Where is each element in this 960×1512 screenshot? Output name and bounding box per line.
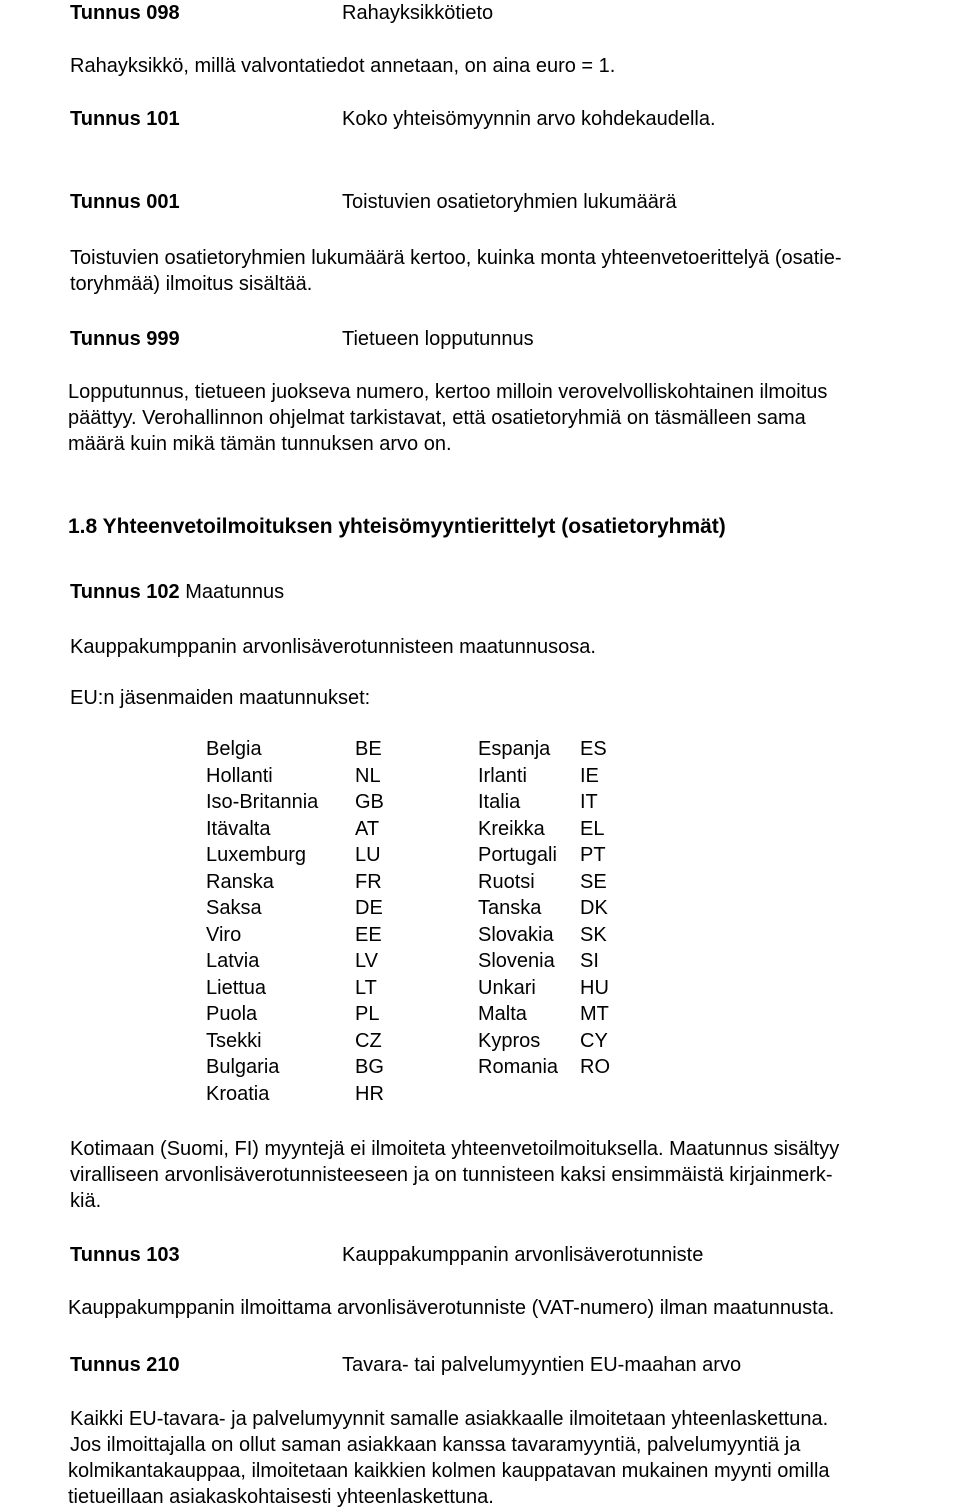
country-name: Ranska — [206, 871, 274, 893]
country-row — [0, 1054, 960, 1080]
country-row — [0, 895, 960, 921]
domestic-note-line2: viralliseen arvonlisäverotunnisteeseen ja on tunnisteen kaksi ensimmäistä kirjainmerk- — [70, 1164, 833, 1186]
country-row — [0, 789, 960, 815]
field-desc-001-line1: Toistuvien osatietoryhmien lukumäärä kertoo, kuinka monta yhteenvetoerittelyä (osatie- — [70, 247, 842, 269]
country-name: Italia — [478, 791, 521, 813]
country-code: GB — [355, 791, 384, 813]
country-code: BG — [355, 1056, 384, 1078]
country-code: HR — [355, 1083, 384, 1105]
field-code-101: Tunnus 101 — [70, 108, 180, 130]
country-code: AT — [355, 818, 380, 840]
country-name: Itävalta — [206, 818, 271, 840]
field-title-103: Kauppakumppanin arvonlisäverotunniste — [342, 1244, 704, 1266]
country-code: SE — [580, 871, 607, 893]
country-code: EL — [580, 818, 605, 840]
country-name: Hollanti — [206, 765, 273, 787]
field-title-102: Maatunnus — [185, 581, 285, 603]
field-desc-210-line3: kolmikantakauppaa, ilmoitetaan kaikkien kolmen kauppatavan mukainen myynti omilla — [68, 1460, 830, 1482]
country-code: BE — [355, 738, 382, 760]
field-code-102: Tunnus 102 — [70, 581, 180, 603]
field-desc-999-line3: määrä kuin mikä tämän tunnuksen arvo on. — [68, 433, 452, 455]
country-code: ES — [580, 738, 607, 760]
field-desc-001-line2: toryhmää) ilmoitus sisältää. — [70, 273, 313, 295]
domestic-note-line3: kiä. — [70, 1190, 102, 1212]
country-name: Belgia — [206, 738, 262, 760]
field-title-098: Rahayksikkötieto — [342, 2, 494, 24]
field-desc-210-line2: Jos ilmoittajalla on ollut saman asiakkaan kanssa tavaramyyntiä, palvelumyyntiä ja — [70, 1434, 801, 1456]
country-code: LV — [355, 950, 378, 972]
country-name: Kroatia — [206, 1083, 270, 1105]
field-title-101: Koko yhteisömyynnin arvo kohdekaudella. — [342, 108, 716, 130]
field-code-098: Tunnus 098 — [70, 2, 180, 24]
country-name: Liettua — [206, 977, 267, 999]
field-desc-999-line2: päättyy. Verohallinnon ohjelmat tarkistavat, että osatietoryhmiä on täsmälleen sama — [68, 407, 806, 429]
country-code: LT — [355, 977, 377, 999]
country-row — [0, 1001, 960, 1027]
field-code-999: Tunnus 999 — [70, 328, 180, 350]
country-row — [0, 948, 960, 974]
country-name: Saksa — [206, 897, 262, 919]
field-title-001: Toistuvien osatietoryhmien lukumäärä — [342, 191, 677, 213]
country-name: Kypros — [478, 1030, 541, 1052]
country-name: Viro — [206, 924, 242, 946]
country-name: Slovenia — [478, 950, 555, 972]
country-code: SI — [580, 950, 599, 972]
country-row — [0, 975, 960, 1001]
country-name: Kreikka — [478, 818, 545, 840]
field-code-210: Tunnus 210 — [70, 1354, 180, 1376]
field-desc-210-line4: tietueillaan asiakaskohtaisesti yhteenlaskettuna. — [68, 1486, 494, 1508]
field-title-210: Tavara- tai palvelumyyntien EU-maahan arvo — [342, 1354, 742, 1376]
country-code: DE — [355, 897, 383, 919]
country-row — [0, 842, 960, 868]
country-row — [0, 922, 960, 948]
country-code: IT — [580, 791, 598, 813]
country-name: Bulgaria — [206, 1056, 280, 1078]
country-name: Romania — [478, 1056, 559, 1078]
country-row — [0, 1081, 960, 1107]
country-name: Puola — [206, 1003, 258, 1025]
country-row — [0, 816, 960, 842]
country-code: RO — [580, 1056, 610, 1078]
country-name: Malta — [478, 1003, 527, 1025]
country-code: CZ — [355, 1030, 382, 1052]
field-desc-103: Kauppakumppanin ilmoittama arvonlisäverotunniste (VAT-numero) ilman maatunnusta. — [68, 1297, 835, 1319]
section-heading: 1.8 Yhteenvetoilmoituksen yhteisömyyntierittelyt (osatietoryhmät) — [68, 515, 726, 538]
country-name: Tsekki — [206, 1030, 262, 1052]
country-name: Iso-Britannia — [206, 791, 319, 813]
field-code-001: Tunnus 001 — [70, 191, 180, 213]
country-name: Latvia — [206, 950, 260, 972]
country-name: Irlanti — [478, 765, 527, 787]
country-code-table — [0, 736, 960, 1116]
field-desc-999-line1: Lopputunnus, tietueen juokseva numero, kertoo milloin verovelvolliskohtainen ilmoitus — [68, 381, 828, 403]
country-code: DK — [580, 897, 608, 919]
country-name: Portugali — [478, 844, 557, 866]
country-code: HU — [580, 977, 609, 999]
country-code: NL — [355, 765, 381, 787]
field-desc-098: Rahayksikkö, millä valvontatiedot annetaan, on aina euro = 1. — [70, 55, 616, 77]
country-code: MT — [580, 1003, 609, 1025]
country-code: EE — [355, 924, 382, 946]
country-code: LU — [355, 844, 381, 866]
country-code: PT — [580, 844, 606, 866]
field-desc-102: Kauppakumppanin arvonlisäverotunnisteen maatunnusosa. — [70, 636, 596, 658]
field-desc-210-line1: Kaikki EU-tavara- ja palvelumyynnit samalle asiakkaalle ilmoitetaan yhteenlaskettuna. — [70, 1408, 829, 1430]
country-name: Espanja — [478, 738, 551, 760]
country-code: SK — [580, 924, 607, 946]
country-list-intro: EU:n jäsenmaiden maatunnukset: — [70, 687, 371, 709]
country-code: IE — [580, 765, 599, 787]
field-code-103: Tunnus 103 — [70, 1244, 180, 1266]
field-102-header — [70, 579, 284, 605]
country-name: Unkari — [478, 977, 536, 999]
country-row — [0, 763, 960, 789]
country-name: Luxemburg — [206, 844, 307, 866]
country-code: PL — [355, 1003, 380, 1025]
country-name: Slovakia — [478, 924, 554, 946]
country-code: FR — [355, 871, 382, 893]
field-title-999: Tietueen lopputunnus — [342, 328, 534, 350]
country-row — [0, 869, 960, 895]
domestic-note-line1: Kotimaan (Suomi, FI) myyntejä ei ilmoiteta yhteenvetoilmoituksella. Maatunnus sisältyy — [70, 1138, 840, 1160]
country-code: CY — [580, 1030, 608, 1052]
country-row — [0, 1028, 960, 1054]
country-row — [0, 736, 960, 762]
country-name: Tanska — [478, 897, 542, 919]
country-name: Ruotsi — [478, 871, 535, 893]
